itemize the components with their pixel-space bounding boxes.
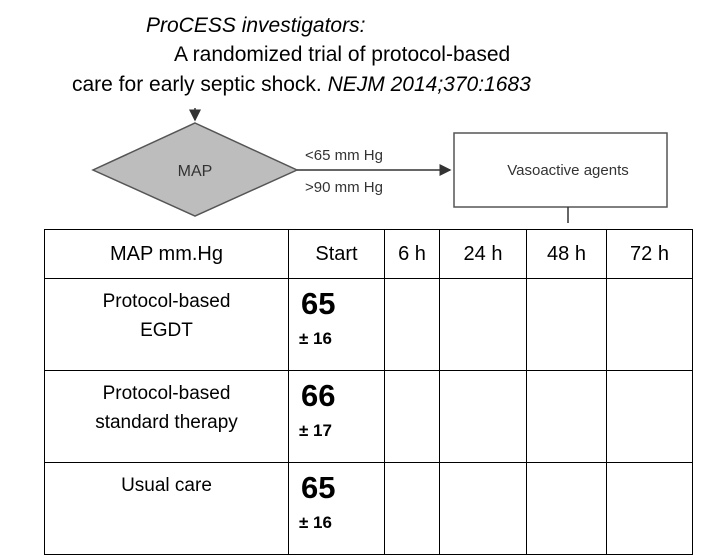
title-line-1: ProCESS investigators: bbox=[146, 14, 366, 37]
header-72h: 72 h bbox=[607, 230, 693, 279]
empty-cell bbox=[527, 463, 607, 555]
flowchart bbox=[0, 108, 720, 228]
empty-cell bbox=[385, 463, 440, 555]
row-label-line: EGDT bbox=[140, 320, 193, 341]
start-mean: 66 bbox=[301, 378, 336, 413]
start-mean: 65 bbox=[301, 470, 336, 505]
start-sd: ± 17 bbox=[299, 421, 332, 440]
table-row bbox=[45, 279, 693, 371]
header-48h: 48 h bbox=[527, 230, 607, 279]
action-label: Vasoactive agents bbox=[507, 162, 629, 179]
empty-cell bbox=[385, 279, 440, 371]
table-row bbox=[45, 371, 693, 463]
empty-cell bbox=[607, 279, 693, 371]
table-row bbox=[45, 463, 693, 555]
table-header-row bbox=[45, 230, 693, 279]
row-label-line: standard therapy bbox=[95, 412, 238, 433]
citation: NEJM 2014;370:1683 bbox=[327, 73, 531, 96]
branch-high-label: >90 mm Hg bbox=[305, 179, 383, 196]
start-mean: 65 bbox=[301, 286, 336, 321]
empty-cell bbox=[607, 371, 693, 463]
header-start: Start bbox=[289, 230, 385, 279]
title-line-3-text: care for early septic shock. bbox=[72, 73, 328, 96]
row-label-line: Protocol-based bbox=[102, 291, 231, 312]
row-label-standard bbox=[45, 371, 289, 463]
header-6h: 6 h bbox=[385, 230, 440, 279]
row-label-line: Usual care bbox=[121, 475, 212, 496]
empty-cell bbox=[527, 279, 607, 371]
start-sd: ± 16 bbox=[299, 329, 332, 348]
header-24h: 24 h bbox=[440, 230, 527, 279]
row-label-usual bbox=[45, 463, 289, 555]
empty-cell bbox=[527, 371, 607, 463]
map-table bbox=[44, 229, 693, 555]
branch-low-label: <65 mm Hg bbox=[305, 147, 383, 164]
decision-label: MAP bbox=[177, 163, 213, 180]
row-label-line: Protocol-based bbox=[102, 383, 231, 404]
empty-cell bbox=[440, 463, 527, 555]
title-line-2: A randomized trial of protocol-based bbox=[174, 43, 511, 66]
empty-cell bbox=[440, 279, 527, 371]
empty-cell bbox=[385, 371, 440, 463]
title-line-3 bbox=[72, 73, 531, 97]
empty-cell bbox=[440, 371, 527, 463]
empty-cell bbox=[607, 463, 693, 555]
start-cell bbox=[289, 463, 385, 555]
row-label-egdt bbox=[45, 279, 289, 371]
start-cell bbox=[289, 279, 385, 371]
start-sd: ± 16 bbox=[299, 513, 332, 532]
start-cell bbox=[289, 371, 385, 463]
header-label: MAP mm.Hg bbox=[45, 230, 289, 279]
